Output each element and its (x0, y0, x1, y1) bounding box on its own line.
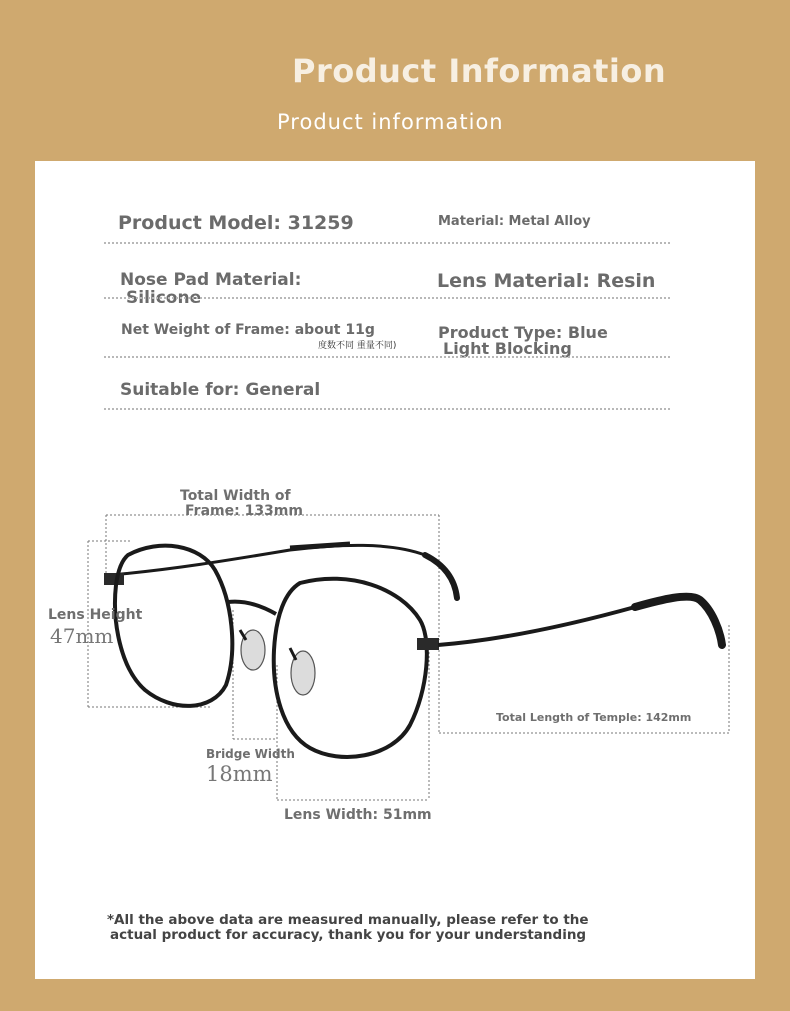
spec-nose-pad-line1: Nose Pad Material: (120, 270, 302, 290)
spec-net-weight: Net Weight of Frame: about 11g (121, 322, 375, 338)
page-title: Product Information (292, 52, 667, 90)
temple-length-label: Total Length of Temple: 142mm (496, 711, 692, 724)
total-width-label-line1: Total Width of (180, 488, 291, 504)
page-subtitle: Product information (277, 110, 504, 134)
spec-weight-note: 度数不同 重量不同) (318, 341, 397, 351)
spec-product-type-line2: Light Blocking (443, 339, 572, 358)
spec-lens-material: Lens Material: Resin (437, 270, 656, 292)
lens-width-label: Lens Width: 51mm (284, 807, 432, 823)
spec-material: Material: Metal Alloy (438, 214, 591, 229)
disclaimer-line2: actual product for accuracy, thank you for your understanding (110, 927, 587, 943)
spec-nose-pad-line2: Silicone (126, 288, 202, 308)
lens-height-label: Lens Height (48, 607, 143, 623)
bridge-width-label: Bridge Width (206, 747, 295, 761)
lens-height-value: 47mm (50, 624, 114, 648)
spec-suitable: Suitable for: General (120, 380, 321, 400)
disclaimer-line1: *All the above data are measured manually, please refer to the (107, 912, 589, 928)
disclaimer (107, 913, 589, 943)
bridge-width-value: 18mm (206, 762, 273, 786)
spec-product-type-line1: Product Type: Blue (438, 323, 608, 342)
total-width-label-line2: Frame: 133mm (185, 503, 303, 519)
spec-product-model: Product Model: 31259 (118, 212, 354, 234)
